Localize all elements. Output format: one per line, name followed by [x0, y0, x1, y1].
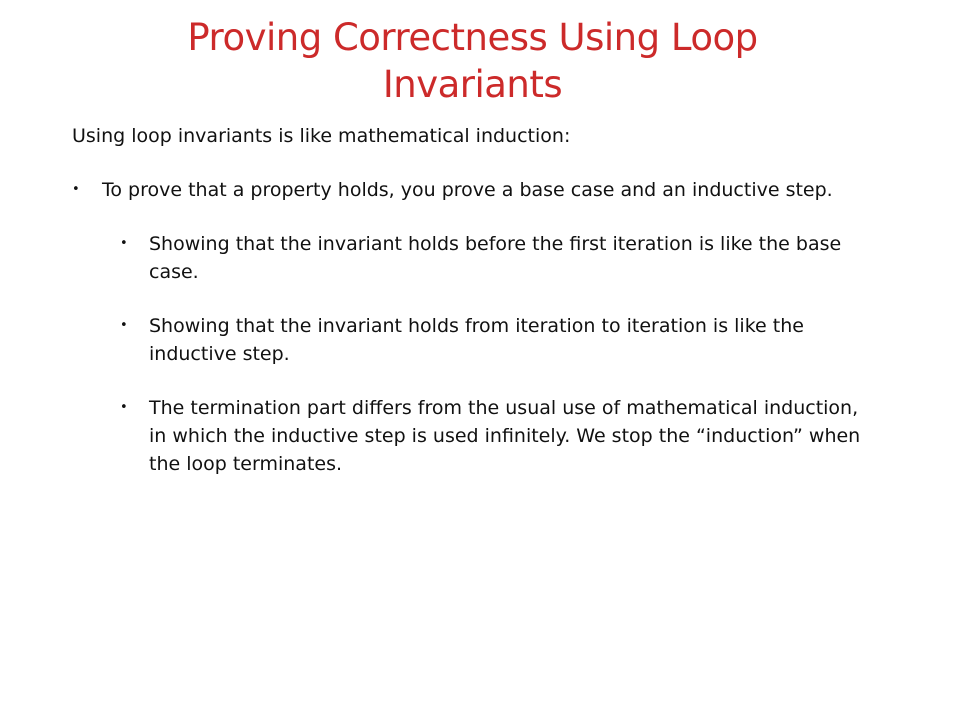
sub-bullet-item: [72, 394, 879, 478]
slide-body: [72, 122, 892, 504]
bullet-text: To prove that a property holds, you prove a base case and an inductive step.: [102, 179, 833, 201]
intro-text: Using loop invariants is like mathematical induction:: [72, 125, 571, 147]
sub-bullet-text: Showing that the invariant holds before the first iteration is like the base case.: [149, 233, 842, 283]
bullet-icon: •: [120, 236, 128, 251]
sub-bullet-text: Showing that the invariant holds from iteration to iteration is like the inductive step.: [149, 315, 804, 365]
sub-bullet-item: [72, 230, 879, 286]
sub-bullet-item: [72, 312, 879, 368]
slide-title: Proving Correctness Using Loop Invariants: [187, 16, 758, 106]
bullet-icon: •: [72, 182, 80, 197]
bullet-icon: •: [120, 318, 128, 333]
bullet-icon: •: [120, 400, 128, 415]
bullet-item: [72, 176, 892, 204]
sub-bullet-text: The termination part differs from the usual use of mathematical induction, in which the inductive step is used infinitely. We stop the “induction” when the loop terminates.: [149, 397, 861, 475]
